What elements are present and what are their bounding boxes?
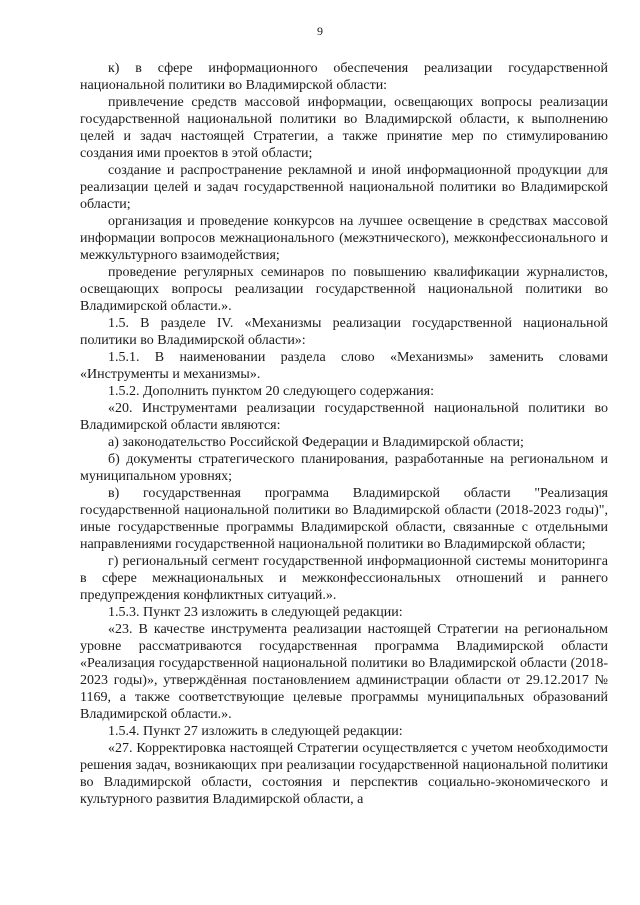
paragraph: «23. В качестве инструмента реализации настоящей Стратегии на региональном уровне рассматриваются государственная программа Владимирской области «Реализация государственной национальной политики во Владимирской области (2018-2023 годы)», утверждённая постановлением администрации области от 29.12.2017 № 1169, а также соответствующие целевые программы муниципальных образований Владимирской области.». xyxy=(80,622,608,722)
paragraph: проведение регулярных семинаров по повышению квалификации журналистов, освещающих вопросы реализации государственной национальной политики во Владимирской области.». xyxy=(80,265,608,314)
document-body xyxy=(80,60,608,808)
paragraph: «20. Инструментами реализации государственной национальной политики во Владимирской области являются: xyxy=(80,401,608,433)
paragraph: создание и распространение рекламной и иной информационной продукции для реализации целей и задач государственной национальной политики во Владимирской области; xyxy=(80,163,608,212)
paragraph: а) законодательство Российской Федерации и Владимирской области; xyxy=(108,435,524,450)
paragraph: к) в сфере информационного обеспечения реализации государственной национальной политики во Владимирской области: xyxy=(80,61,608,93)
paragraph: г) региональный сегмент государственной информационной системы мониторинга в сфере межнациональных и межконфессиональных отношений и раннего предупреждения конфликтных ситуаций.». xyxy=(80,554,608,603)
paragraph: 1.5.4. Пункт 27 изложить в следующей редакции: xyxy=(108,724,403,739)
paragraph: 1.5.1. В наименовании раздела слово «Механизмы» заменить словами «Инструменты и механизмы». xyxy=(80,350,608,382)
paragraph: организация и проведение конкурсов на лучшее освещение в средствах массовой информации вопросов межнационального (межэтнического), межконфессионального и межкультурного взаимодействия; xyxy=(80,214,608,263)
paragraph: в) государственная программа Владимирской области "Реализация государственной национальной политики во Владимирской области (2018-2023 годы)", иные государственные программы Владимирской области, связанные с отдельными направлениями государственной национальной политики во Владимирской области; xyxy=(80,486,608,552)
page-number: 9 xyxy=(317,24,323,38)
paragraph: 1.5.3. Пункт 23 изложить в следующей редакции: xyxy=(108,605,403,620)
paragraph: 1.5. В разделе IV. «Механизмы реализации государственной национальной политики во Владимирской области»: xyxy=(80,316,608,348)
paragraph: 1.5.2. Дополнить пунктом 20 следующего содержания: xyxy=(108,384,435,399)
paragraph: «27. Корректировка настоящей Стратегии осуществляется с учетом необходимости решения задач, возникающих при реализации государственной национальной политики во Владимирской области, состояния и перспектив социально-экономического и культурного развития Владимирской области, а xyxy=(80,741,608,807)
paragraph: б) документы стратегического планирования, разработанные на региональном и муниципальном уровнях; xyxy=(80,452,608,484)
paragraph: привлечение средств массовой информации, освещающих вопросы реализации государственной национальной политики во Владимирской области, к выполнению целей и задач настоящей Стратегии, а также принятие мер по стимулированию создания ими проектов в этой области; xyxy=(80,95,608,161)
